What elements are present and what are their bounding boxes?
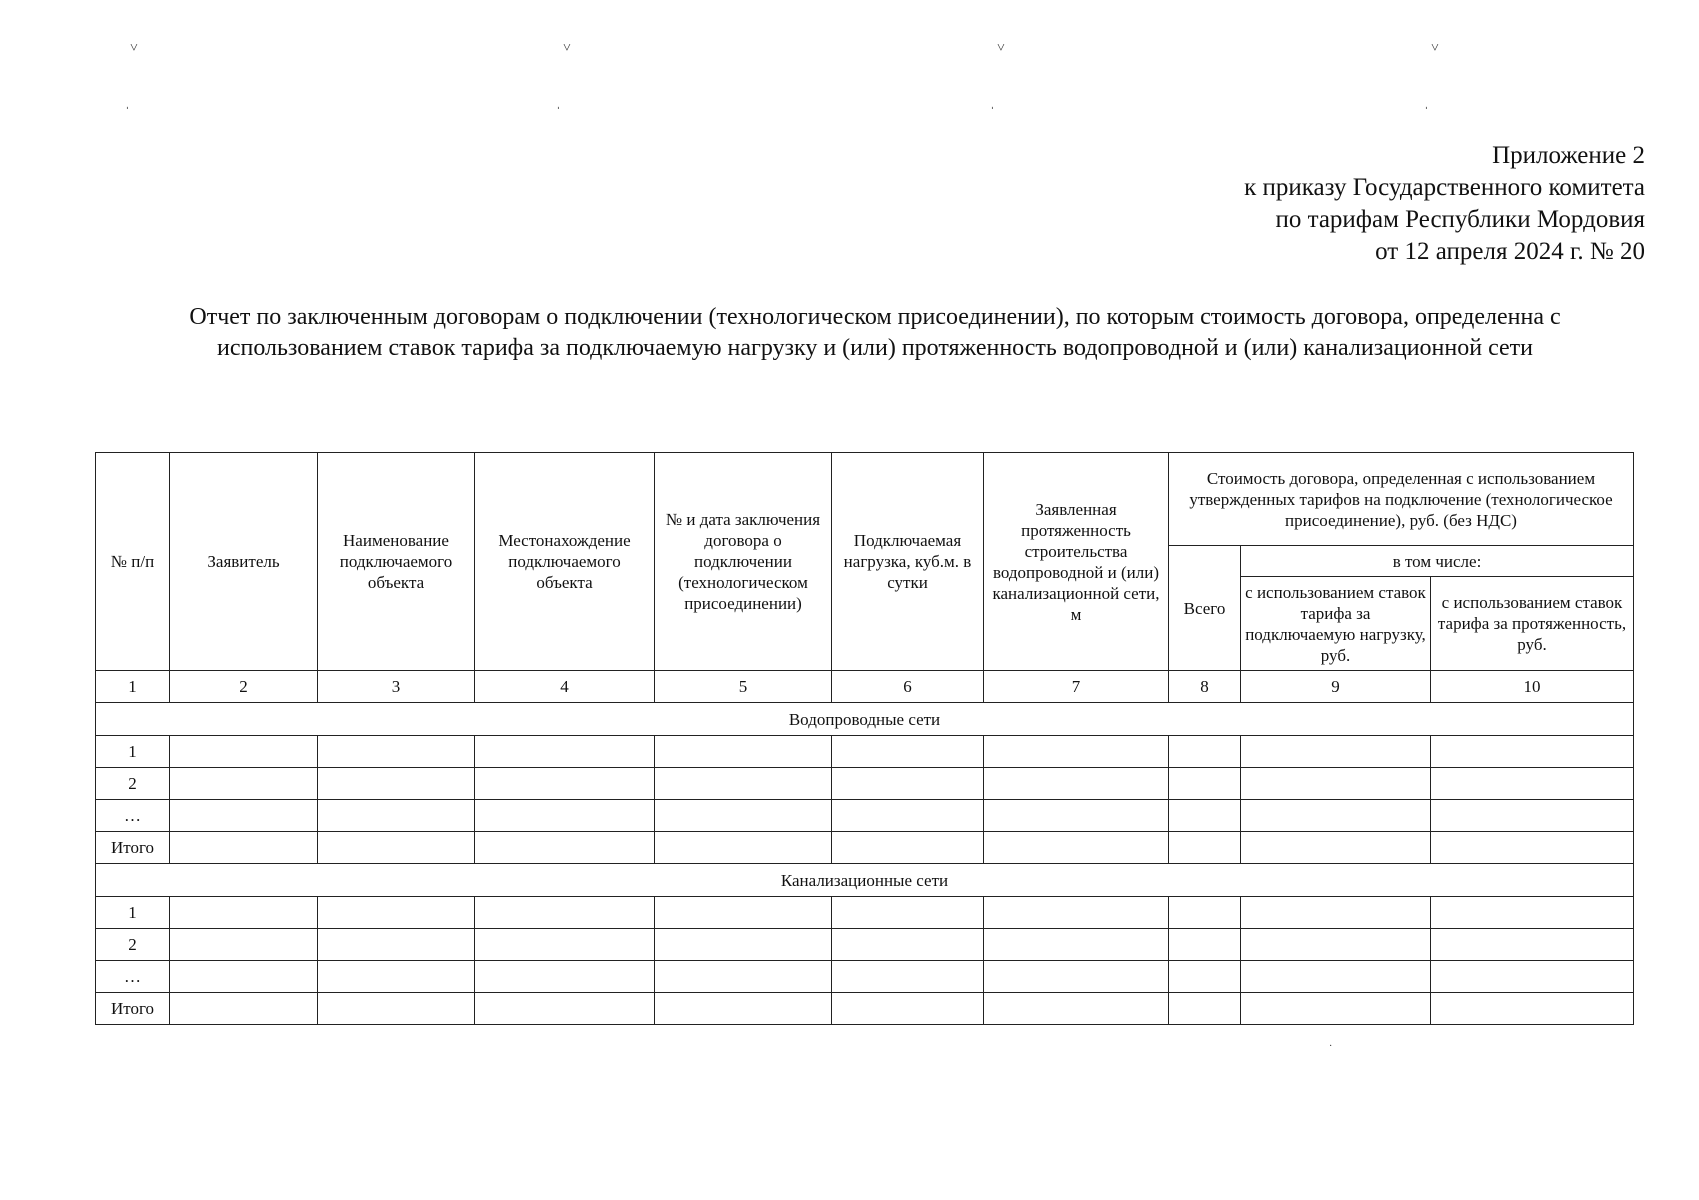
empty-cell [1431, 768, 1634, 800]
empty-cell [984, 897, 1169, 929]
empty-cell [1431, 832, 1634, 864]
empty-cell [1241, 736, 1431, 768]
empty-cell [475, 897, 655, 929]
empty-cell [984, 736, 1169, 768]
empty-cell [1169, 736, 1241, 768]
section-title-sewer: Канализационные сети [96, 864, 1634, 897]
table-row [96, 736, 1634, 768]
empty-cell [1241, 993, 1431, 1025]
empty-cell [1169, 897, 1241, 929]
empty-cell [318, 800, 475, 832]
empty-cell [318, 961, 475, 993]
table-row [96, 961, 1634, 993]
column-number: 9 [1241, 671, 1431, 703]
empty-cell [1241, 897, 1431, 929]
column-number: 5 [655, 671, 832, 703]
column-number: 6 [832, 671, 984, 703]
empty-cell [1241, 961, 1431, 993]
header-load: Подключаемая нагрузка, куб.м. в сутки [832, 453, 984, 671]
empty-cell [832, 897, 984, 929]
empty-cell [984, 993, 1169, 1025]
empty-cell [984, 768, 1169, 800]
empty-cell [1431, 897, 1634, 929]
table-row [96, 768, 1634, 800]
empty-cell [170, 993, 318, 1025]
empty-cell [1241, 929, 1431, 961]
empty-cell [832, 768, 984, 800]
table-row [96, 929, 1634, 961]
approval-line: от 12 апреля 2024 г. № 20 [1375, 238, 1645, 265]
column-number: 1 [96, 671, 170, 703]
table-row [96, 993, 1634, 1025]
empty-cell [655, 993, 832, 1025]
empty-cell [1431, 800, 1634, 832]
empty-cell [475, 961, 655, 993]
empty-cell [475, 768, 655, 800]
empty-cell [655, 832, 832, 864]
column-number: 7 [984, 671, 1169, 703]
scan-mark: ˅ [563, 41, 571, 56]
approval-line: к приказу Государственного комитета [1244, 174, 1645, 201]
empty-cell [1241, 832, 1431, 864]
table-row [96, 832, 1634, 864]
column-number: 10 [1431, 671, 1634, 703]
header-object-location: Местонахождение подключаемого объекта [475, 453, 655, 671]
empty-cell [475, 929, 655, 961]
row-number: 2 [96, 929, 170, 961]
empty-cell [170, 832, 318, 864]
column-number: 8 [1169, 671, 1241, 703]
empty-cell [475, 800, 655, 832]
empty-cell [1431, 736, 1634, 768]
report-table [95, 452, 1634, 1025]
scan-mark: ˌ [125, 95, 130, 110]
header-contract: № и дата заключения договора о подключении (технологическом присоединении) [655, 453, 832, 671]
empty-cell [475, 993, 655, 1025]
row-number: … [96, 800, 170, 832]
empty-cell [318, 993, 475, 1025]
empty-cell [1169, 961, 1241, 993]
header-object-name: Наименование подключаемого объекта [318, 453, 475, 671]
empty-cell [655, 768, 832, 800]
empty-cell [1431, 993, 1634, 1025]
empty-cell [1169, 768, 1241, 800]
column-numbers-row [96, 671, 1634, 703]
header-length: Заявленная протяженность строительства водопроводной и (или) канализационной сети, м [984, 453, 1169, 671]
empty-cell [984, 929, 1169, 961]
empty-cell [475, 832, 655, 864]
empty-cell [318, 768, 475, 800]
empty-cell [655, 800, 832, 832]
scan-mark: ˅ [1431, 41, 1439, 56]
header-by-load: с использованием ставок тарифа за подключаемую нагрузку, руб. [1241, 577, 1431, 671]
empty-cell [655, 897, 832, 929]
empty-cell [318, 929, 475, 961]
header-applicant: Заявитель [170, 453, 318, 671]
section-row [96, 703, 1634, 736]
row-number: … [96, 961, 170, 993]
header-cost-group: Стоимость договора, определенная с использованием утвержденных тарифов на подключение (технологическое присоединение), руб. (без НДС) [1169, 453, 1634, 546]
row-number: 1 [96, 736, 170, 768]
table-row [96, 897, 1634, 929]
empty-cell [984, 800, 1169, 832]
empty-cell [1169, 832, 1241, 864]
empty-cell [832, 800, 984, 832]
approval-line: по тарифам Республики Мордовия [1275, 206, 1645, 233]
scan-mark: ˅ [130, 41, 138, 56]
empty-cell [984, 961, 1169, 993]
document-title: Отчет по заключенным договорам о подключении (технологическом присоединении), по которым стоимость договора, определенна с использованием ставок тарифа за подключаемую нагрузку и (или) протяженность водопроводной и (или) канализационной сети [189, 304, 1561, 361]
row-number: 1 [96, 897, 170, 929]
empty-cell [1169, 929, 1241, 961]
empty-cell [832, 832, 984, 864]
scan-mark: ˅ [997, 41, 1005, 56]
empty-cell [655, 929, 832, 961]
empty-cell [1241, 768, 1431, 800]
empty-cell [170, 736, 318, 768]
table-row [96, 800, 1634, 832]
approval-block [1244, 140, 1645, 268]
header-by-length: с использованием ставок тарифа за протяженность, руб. [1431, 577, 1634, 671]
empty-cell [475, 736, 655, 768]
empty-cell [1241, 800, 1431, 832]
empty-cell [170, 800, 318, 832]
empty-cell [1431, 961, 1634, 993]
empty-cell [170, 961, 318, 993]
empty-cell [832, 961, 984, 993]
row-number: Итого [96, 832, 170, 864]
approval-line: Приложение 2 [1492, 142, 1645, 169]
empty-cell [318, 832, 475, 864]
header-total: Всего [1169, 546, 1241, 671]
empty-cell [655, 961, 832, 993]
header-including: в том числе: [1241, 546, 1634, 577]
scan-mark: ˌ [990, 95, 995, 110]
empty-cell [1169, 800, 1241, 832]
empty-cell [984, 832, 1169, 864]
empty-cell [1431, 929, 1634, 961]
row-number: Итого [96, 993, 170, 1025]
empty-cell [170, 929, 318, 961]
scan-mark: ˌ [556, 95, 561, 110]
empty-cell [318, 897, 475, 929]
column-number: 2 [170, 671, 318, 703]
column-number: 3 [318, 671, 475, 703]
scan-mark: · [1329, 1041, 1333, 1052]
empty-cell [832, 993, 984, 1025]
section-row [96, 864, 1634, 897]
row-number: 2 [96, 768, 170, 800]
empty-cell [170, 897, 318, 929]
column-number: 4 [475, 671, 655, 703]
scan-mark: ˌ [1424, 95, 1429, 110]
empty-cell [832, 736, 984, 768]
header-num: № п/п [96, 453, 170, 671]
empty-cell [655, 736, 832, 768]
empty-cell [170, 768, 318, 800]
empty-cell [318, 736, 475, 768]
empty-cell [832, 929, 984, 961]
section-title-water: Водопроводные сети [96, 703, 1634, 736]
empty-cell [1169, 993, 1241, 1025]
